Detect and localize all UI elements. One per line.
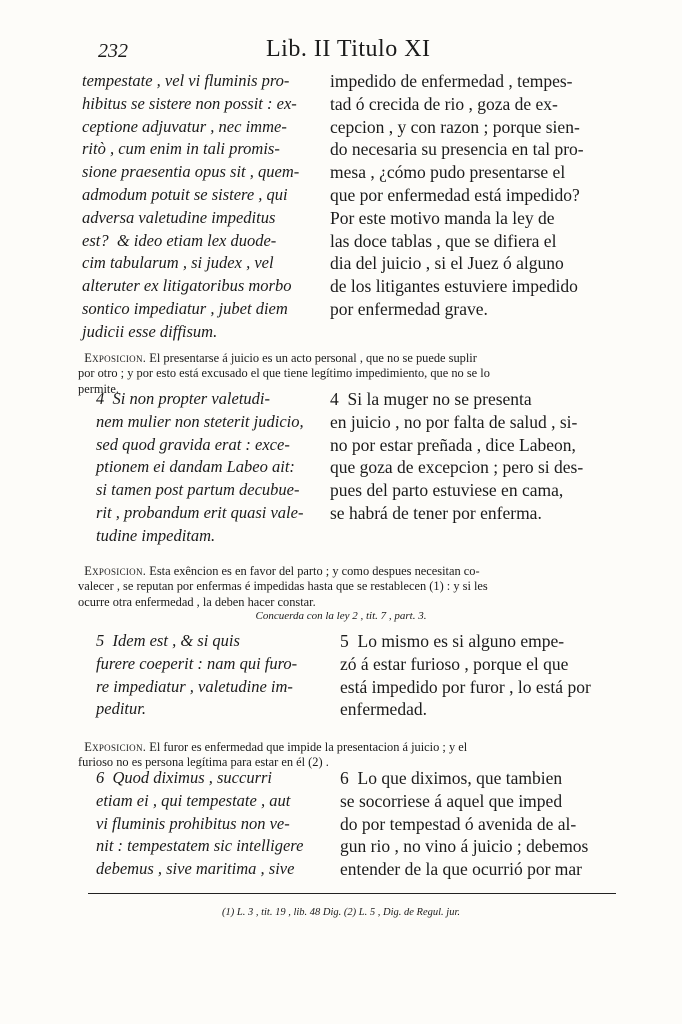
text-line: hibitus se sistere non possit : ex- bbox=[82, 93, 297, 113]
text-line: cim tabularum , si judex , vel bbox=[82, 253, 274, 273]
exposicion-line: permite. bbox=[78, 381, 119, 396]
exposicion-line: Esta exêncion es en favor del parto ; y como despues necesitan co- bbox=[146, 563, 480, 578]
text-line: rit , probandum erit quasi vale- bbox=[96, 502, 304, 522]
text-line: sione praesentia opus sit , quem- bbox=[82, 162, 300, 182]
text-line: si tamen post partum decubue- bbox=[96, 480, 300, 500]
text-line: do necesaria su presencia en tal pro- bbox=[330, 139, 584, 160]
text-line: nem mulier non steterit judicio, bbox=[96, 411, 304, 431]
text-line: tempestate , vel vi fluminis pro- bbox=[82, 71, 290, 90]
text-line: cepcion , y con razon ; porque sien- bbox=[330, 116, 580, 137]
text-line: se habrá de tener por enferma. bbox=[330, 502, 542, 523]
text-line: mesa , ¿cómo pudo presentarse el bbox=[330, 162, 566, 183]
footnote-rule bbox=[88, 893, 616, 894]
text-line: nit : tempestatem sic intelligere bbox=[96, 836, 304, 856]
text-line: 6 Quod diximus , succurri bbox=[96, 768, 272, 787]
text-line: que goza de excepcion ; pero si des- bbox=[330, 457, 584, 478]
exposicion-label: Exposicion. bbox=[84, 563, 147, 578]
text-line: que por enfermedad está impedido? bbox=[330, 184, 580, 205]
text-line: ptionem ei dandam Labeo ait: bbox=[96, 457, 295, 477]
text-line: furere coeperit : nam qui furo- bbox=[96, 653, 298, 673]
text-line: 6 Lo que diximos, que tambien bbox=[340, 768, 563, 788]
exposicion-line: ocurre otra enfermedad , la deben hacer constar. bbox=[78, 594, 316, 609]
text-line: tad ó crecida de rio , goza de ex- bbox=[330, 93, 558, 114]
text-line: ceptione adjuvatur , nec imme- bbox=[82, 116, 287, 136]
text-line: 4 Si la muger no se presenta bbox=[330, 389, 532, 409]
exposicion-label: Exposicion. bbox=[84, 350, 147, 365]
text-line: 5 Lo mismo es si alguno empe- bbox=[340, 631, 565, 651]
latin-text-paragraph-6 bbox=[96, 767, 303, 881]
text-line: ritò , cum enim in tali promis- bbox=[82, 139, 280, 159]
page-number: 232 bbox=[98, 40, 128, 62]
text-line: sontico impediatur , jubet diem bbox=[82, 298, 288, 318]
footnote: (1) L. 3 , tit. 19 , lib. 48 Dig. (2) L. 5 , Dig. de Regul. jur. bbox=[222, 907, 460, 918]
text-line: gun rio , no vino á juicio ; debemos bbox=[340, 836, 589, 857]
text-line: peditur. bbox=[96, 699, 146, 719]
exposicion-note-5 bbox=[78, 724, 623, 771]
concordance-note: Concuerda con la ley 2 , tit. 7 , part. 3. bbox=[255, 610, 427, 622]
text-line: 5 Idem est , & si quis bbox=[96, 631, 240, 650]
text-line: admodum potuit se sistere , qui bbox=[82, 184, 288, 204]
text-line: dia del juicio , si el Juez ó alguno bbox=[330, 253, 564, 274]
spanish-text-paragraph-3 bbox=[330, 70, 584, 321]
exposicion-line: por otro ; y por esto está excusado el que tiene legítimo impedimiento, que no se lo bbox=[78, 366, 490, 380]
text-line: enfermedad. bbox=[340, 699, 427, 720]
text-line: etiam ei , qui tempestate , aut bbox=[96, 790, 291, 810]
latin-text-paragraph-3 bbox=[82, 70, 299, 344]
text-line: las doce tablas , que se difiera el bbox=[330, 230, 557, 251]
exposicion-line: El furor es enfermedad que impide la presentacion á juicio ; y el bbox=[146, 739, 468, 754]
text-line: tudine impeditam. bbox=[96, 525, 216, 545]
text-line: Por este motivo manda la ley de bbox=[330, 207, 555, 228]
spanish-text-paragraph-6 bbox=[340, 767, 588, 881]
text-line: alteruter ex litigatoribus morbo bbox=[82, 276, 292, 296]
exposicion-label: Exposicion. bbox=[84, 739, 147, 754]
text-line: no por estar preñada , dice Labeon, bbox=[330, 434, 576, 455]
text-line: zó á estar furioso , porque el que bbox=[340, 653, 569, 674]
text-line: entender de la que ocurrió por mar bbox=[340, 859, 582, 880]
text-line: en juicio , no por falta de salud , si- bbox=[330, 411, 578, 432]
text-line: re impediatur , valetudine im- bbox=[96, 676, 293, 696]
text-line: impedido de enfermedad , tempes- bbox=[330, 71, 573, 91]
text-line: 4 Si non propter valetudi- bbox=[96, 389, 270, 408]
text-line: se socorriese á aquel que imped bbox=[340, 790, 563, 811]
latin-text-paragraph-5 bbox=[96, 630, 297, 721]
text-line: vi fluminis prohibitus non ve- bbox=[96, 813, 290, 833]
page-header bbox=[98, 36, 618, 66]
text-line: do por tempestad ó avenida de al- bbox=[340, 813, 577, 834]
exposicion-line: valecer , se reputan por enfermas é impedidas hasta que se restablecen (1) : y si les bbox=[78, 579, 488, 593]
text-line: debemus , sive maritima , sive bbox=[96, 859, 295, 879]
text-line: adversa valetudine impeditus bbox=[82, 207, 276, 227]
text-line: judicii esse diffisum. bbox=[82, 321, 218, 341]
exposicion-line: furioso no es persona legítima para estar en él (2) . bbox=[78, 755, 329, 769]
spanish-text-paragraph-4 bbox=[330, 388, 583, 525]
text-line: est? & ideo etiam lex duode- bbox=[82, 230, 277, 250]
text-line: sed quod gravida erat : exce- bbox=[96, 434, 290, 454]
text-line: pues del parto estuviese en cama, bbox=[330, 480, 564, 501]
text-line: de los litigantes estuviere impedido bbox=[330, 276, 578, 297]
exposicion-note-4 bbox=[78, 548, 623, 610]
running-title: Lib. II Titulo XI bbox=[266, 36, 431, 62]
text-line: está impedido por furor , lo está por bbox=[340, 676, 591, 697]
text-line: por enfermedad grave. bbox=[330, 298, 488, 319]
spanish-text-paragraph-5 bbox=[340, 630, 591, 721]
exposicion-line: El presentarse á juicio es un acto personal , que no se puede suplir bbox=[146, 350, 477, 365]
latin-text-paragraph-4 bbox=[96, 388, 304, 548]
